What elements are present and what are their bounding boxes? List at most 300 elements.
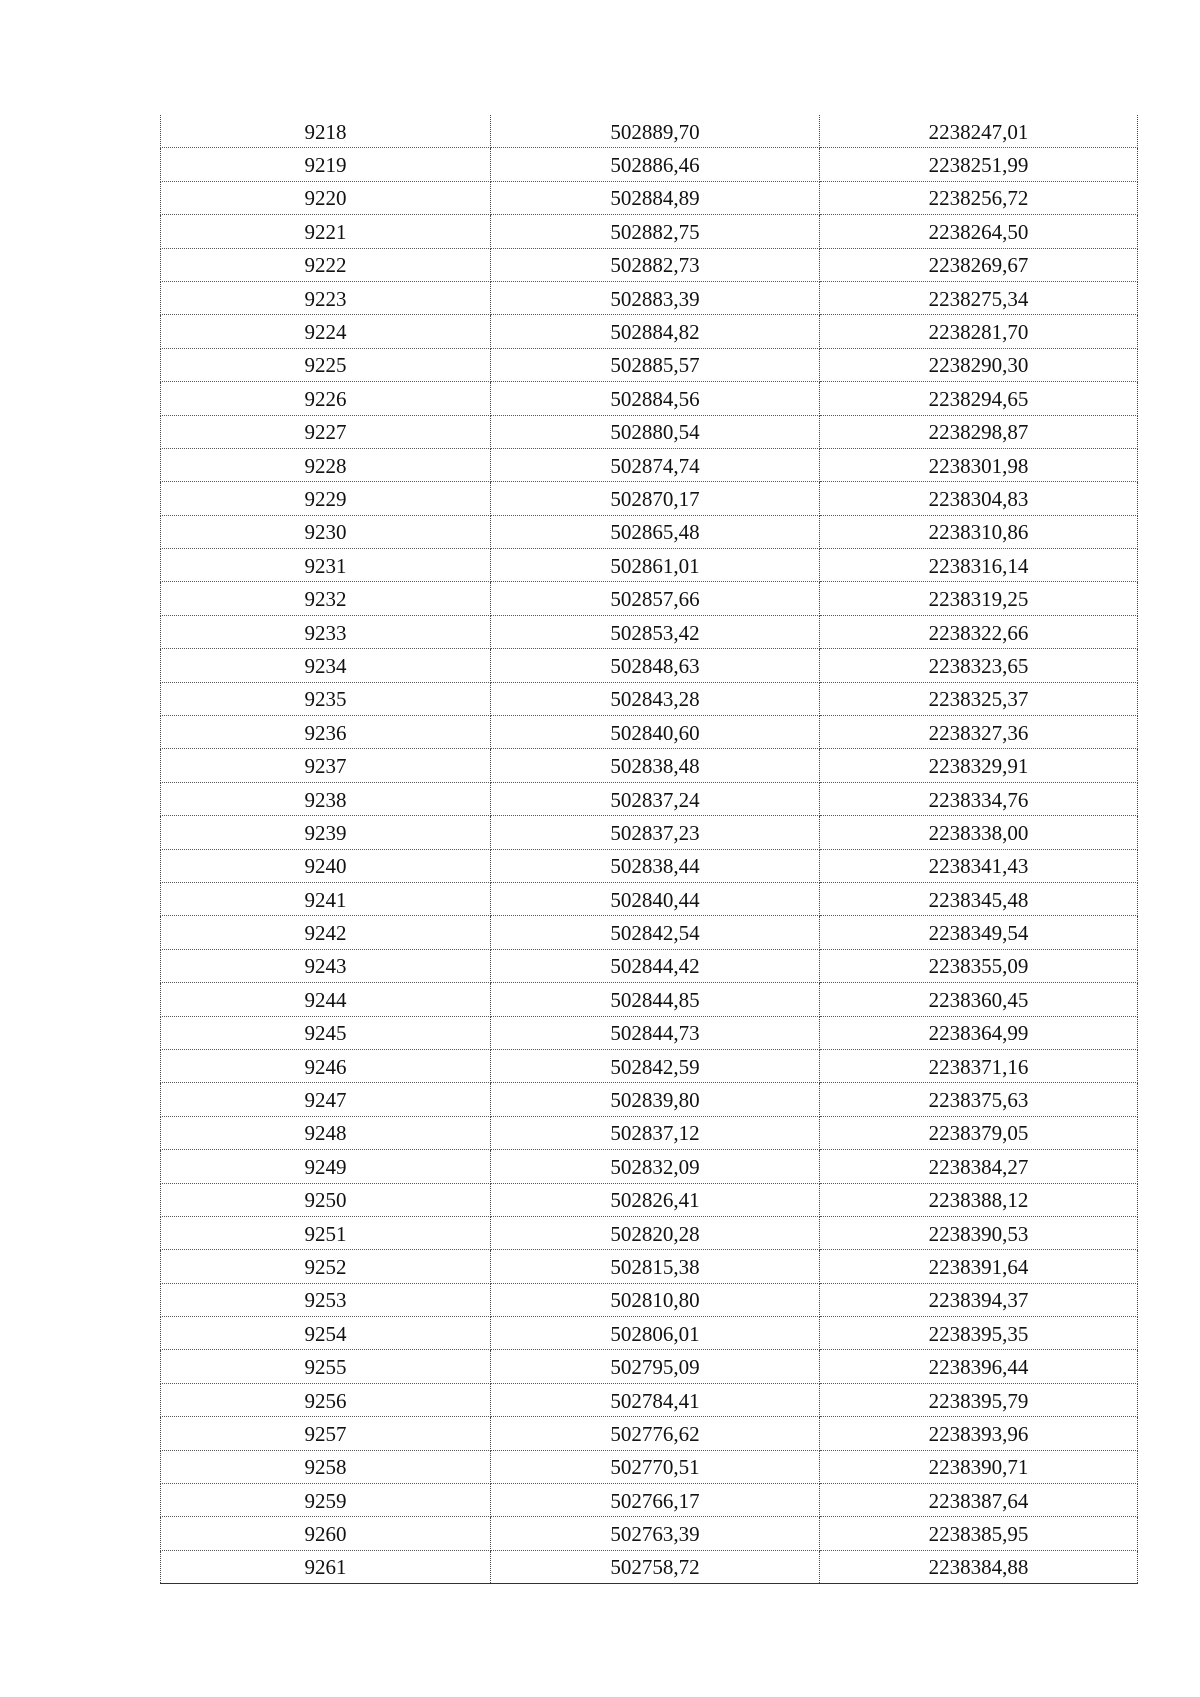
cell-text: 9234 bbox=[304, 653, 347, 678]
point-number-cell bbox=[161, 1517, 491, 1550]
point-number-cell bbox=[161, 1417, 491, 1450]
y-coordinate-cell bbox=[820, 1216, 1138, 1249]
cell-text: 9224 bbox=[304, 320, 347, 345]
cell-text: 9252 bbox=[304, 1254, 347, 1279]
cell-text: 2238395,79 bbox=[928, 1388, 1029, 1413]
point-number-cell bbox=[161, 482, 491, 515]
x-coordinate-cell bbox=[491, 1283, 820, 1316]
cell-text: 9249 bbox=[304, 1154, 347, 1179]
x-coordinate-cell bbox=[491, 849, 820, 882]
cell-text: 9231 bbox=[304, 553, 347, 578]
point-number-cell bbox=[161, 115, 491, 148]
cell-text: 2238319,25 bbox=[928, 587, 1029, 612]
cell-text: 9239 bbox=[304, 820, 347, 845]
cell-text: 2238394,37 bbox=[928, 1288, 1029, 1313]
y-coordinate-cell bbox=[820, 1250, 1138, 1283]
x-coordinate-cell bbox=[491, 1016, 820, 1049]
cell-text: 2238371,16 bbox=[928, 1054, 1029, 1079]
cell-text: 2238390,71 bbox=[928, 1455, 1029, 1480]
cell-text: 502883,39 bbox=[610, 286, 700, 311]
point-number-cell bbox=[161, 348, 491, 381]
cell-text: 2238345,48 bbox=[928, 887, 1029, 912]
cell-text: 9250 bbox=[304, 1188, 347, 1213]
cell-text: 9243 bbox=[304, 954, 347, 979]
cell-text: 502758,72 bbox=[610, 1555, 700, 1580]
point-number-cell bbox=[161, 1383, 491, 1416]
y-coordinate-cell bbox=[820, 615, 1138, 648]
table-row bbox=[161, 1150, 1138, 1183]
cell-text: 9223 bbox=[304, 286, 347, 311]
table-row bbox=[161, 1450, 1138, 1483]
point-number-cell bbox=[161, 649, 491, 682]
y-coordinate-cell bbox=[820, 716, 1138, 749]
x-coordinate-cell bbox=[491, 1250, 820, 1283]
x-coordinate-cell bbox=[491, 816, 820, 849]
coordinate-table-body bbox=[161, 115, 1138, 1584]
x-coordinate-cell bbox=[491, 615, 820, 648]
x-coordinate-cell bbox=[491, 448, 820, 481]
cell-text: 502857,66 bbox=[610, 587, 700, 612]
point-number-cell bbox=[161, 615, 491, 648]
cell-text: 9233 bbox=[304, 620, 347, 645]
x-coordinate-cell bbox=[491, 949, 820, 982]
point-number-cell bbox=[161, 816, 491, 849]
y-coordinate-cell bbox=[820, 1183, 1138, 1216]
coordinate-table bbox=[160, 115, 1138, 1584]
table-row bbox=[161, 949, 1138, 982]
cell-text: 502880,54 bbox=[610, 420, 700, 445]
cell-text: 2238290,30 bbox=[928, 353, 1029, 378]
cell-text: 9255 bbox=[304, 1355, 347, 1380]
cell-text: 2238256,72 bbox=[928, 186, 1029, 211]
cell-text: 9248 bbox=[304, 1121, 347, 1146]
table-row bbox=[161, 849, 1138, 882]
y-coordinate-cell bbox=[820, 482, 1138, 515]
y-coordinate-cell bbox=[820, 348, 1138, 381]
cell-text: 2238390,53 bbox=[928, 1221, 1029, 1246]
point-number-cell bbox=[161, 1016, 491, 1049]
cell-text: 2238364,99 bbox=[928, 1021, 1029, 1046]
x-coordinate-cell bbox=[491, 782, 820, 815]
point-number-cell bbox=[161, 415, 491, 448]
x-coordinate-cell bbox=[491, 1350, 820, 1383]
table-row bbox=[161, 181, 1138, 214]
cell-text: 502885,57 bbox=[610, 353, 700, 378]
cell-text: 502815,38 bbox=[610, 1254, 700, 1279]
table-row bbox=[161, 1250, 1138, 1283]
cell-text: 2238269,67 bbox=[928, 253, 1029, 278]
table-row bbox=[161, 1016, 1138, 1049]
table-row bbox=[161, 682, 1138, 715]
x-coordinate-cell bbox=[491, 415, 820, 448]
cell-text: 2238327,36 bbox=[928, 720, 1029, 745]
point-number-cell bbox=[161, 549, 491, 582]
cell-text: 502784,41 bbox=[610, 1388, 700, 1413]
cell-text: 9227 bbox=[304, 420, 347, 445]
cell-text: 502884,89 bbox=[610, 186, 700, 211]
table-row bbox=[161, 115, 1138, 148]
point-number-cell bbox=[161, 382, 491, 415]
table-row bbox=[161, 348, 1138, 381]
x-coordinate-cell bbox=[491, 248, 820, 281]
x-coordinate-cell bbox=[491, 1216, 820, 1249]
x-coordinate-cell bbox=[491, 1450, 820, 1483]
cell-text: 2238385,95 bbox=[928, 1522, 1029, 1547]
y-coordinate-cell bbox=[820, 181, 1138, 214]
point-number-cell bbox=[161, 1250, 491, 1283]
cell-text: 9230 bbox=[304, 520, 347, 545]
x-coordinate-cell bbox=[491, 348, 820, 381]
x-coordinate-cell bbox=[491, 281, 820, 314]
cell-text: 502837,12 bbox=[610, 1121, 700, 1146]
x-coordinate-cell bbox=[491, 916, 820, 949]
table-row bbox=[161, 916, 1138, 949]
cell-text: 502886,46 bbox=[610, 153, 700, 178]
cell-text: 502884,82 bbox=[610, 320, 700, 345]
cell-text: 2238387,64 bbox=[928, 1488, 1029, 1513]
cell-text: 502861,01 bbox=[610, 553, 700, 578]
table-row bbox=[161, 983, 1138, 1016]
cell-text: 2238322,66 bbox=[928, 620, 1029, 645]
point-number-cell bbox=[161, 882, 491, 915]
cell-text: 9254 bbox=[304, 1321, 347, 1346]
point-number-cell bbox=[161, 1049, 491, 1082]
cell-text: 502840,44 bbox=[610, 887, 700, 912]
cell-text: 9229 bbox=[304, 486, 347, 511]
cell-text: 9235 bbox=[304, 687, 347, 712]
y-coordinate-cell bbox=[820, 1283, 1138, 1316]
y-coordinate-cell bbox=[820, 1317, 1138, 1350]
y-coordinate-cell bbox=[820, 816, 1138, 849]
y-coordinate-cell bbox=[820, 1383, 1138, 1416]
cell-text: 502838,44 bbox=[610, 854, 700, 879]
point-number-cell bbox=[161, 949, 491, 982]
cell-text: 9241 bbox=[304, 887, 347, 912]
table-row bbox=[161, 215, 1138, 248]
cell-text: 9253 bbox=[304, 1288, 347, 1313]
point-number-cell bbox=[161, 1450, 491, 1483]
cell-text: 2238360,45 bbox=[928, 987, 1029, 1012]
y-coordinate-cell bbox=[820, 682, 1138, 715]
x-coordinate-cell bbox=[491, 315, 820, 348]
x-coordinate-cell bbox=[491, 882, 820, 915]
y-coordinate-cell bbox=[820, 215, 1138, 248]
cell-text: 9257 bbox=[304, 1421, 347, 1446]
x-coordinate-cell bbox=[491, 1083, 820, 1116]
cell-text: 9246 bbox=[304, 1054, 347, 1079]
point-number-cell bbox=[161, 1317, 491, 1350]
cell-text: 502884,56 bbox=[610, 386, 700, 411]
point-number-cell bbox=[161, 716, 491, 749]
point-number-cell bbox=[161, 1350, 491, 1383]
table-row bbox=[161, 1550, 1138, 1583]
point-number-cell bbox=[161, 248, 491, 281]
cell-text: 2238323,65 bbox=[928, 653, 1029, 678]
table-row bbox=[161, 448, 1138, 481]
x-coordinate-cell bbox=[491, 1484, 820, 1517]
point-number-cell bbox=[161, 215, 491, 248]
cell-text: 502874,74 bbox=[610, 453, 700, 478]
y-coordinate-cell bbox=[820, 1517, 1138, 1550]
x-coordinate-cell bbox=[491, 382, 820, 415]
table-row bbox=[161, 315, 1138, 348]
cell-text: 9261 bbox=[304, 1555, 347, 1580]
cell-text: 502882,73 bbox=[610, 253, 700, 278]
y-coordinate-cell bbox=[820, 448, 1138, 481]
cell-text: 9240 bbox=[304, 854, 347, 879]
table-row bbox=[161, 1283, 1138, 1316]
table-row bbox=[161, 549, 1138, 582]
y-coordinate-cell bbox=[820, 115, 1138, 148]
cell-text: 9238 bbox=[304, 787, 347, 812]
y-coordinate-cell bbox=[820, 1049, 1138, 1082]
cell-text: 502844,42 bbox=[610, 954, 700, 979]
cell-text: 9251 bbox=[304, 1221, 347, 1246]
y-coordinate-cell bbox=[820, 1116, 1138, 1149]
cell-text: 502795,09 bbox=[610, 1355, 700, 1380]
cell-text: 2238379,05 bbox=[928, 1121, 1029, 1146]
x-coordinate-cell bbox=[491, 1550, 820, 1583]
cell-text: 9244 bbox=[304, 987, 347, 1012]
point-number-cell bbox=[161, 281, 491, 314]
x-coordinate-cell bbox=[491, 515, 820, 548]
y-coordinate-cell bbox=[820, 1150, 1138, 1183]
point-number-cell bbox=[161, 448, 491, 481]
x-coordinate-cell bbox=[491, 181, 820, 214]
table-row bbox=[161, 248, 1138, 281]
table-row bbox=[161, 782, 1138, 815]
table-row bbox=[161, 1183, 1138, 1216]
x-coordinate-cell bbox=[491, 215, 820, 248]
cell-text: 9242 bbox=[304, 921, 347, 946]
x-coordinate-cell bbox=[491, 1183, 820, 1216]
point-number-cell bbox=[161, 1216, 491, 1249]
table-row bbox=[161, 1083, 1138, 1116]
y-coordinate-cell bbox=[820, 983, 1138, 1016]
cell-text: 502806,01 bbox=[610, 1321, 700, 1346]
cell-text: 502763,39 bbox=[610, 1522, 700, 1547]
y-coordinate-cell bbox=[820, 649, 1138, 682]
cell-text: 2238310,86 bbox=[928, 520, 1029, 545]
x-coordinate-cell bbox=[491, 983, 820, 1016]
y-coordinate-cell bbox=[820, 1016, 1138, 1049]
cell-text: 2238264,50 bbox=[928, 219, 1029, 244]
cell-text: 502766,17 bbox=[610, 1488, 700, 1513]
y-coordinate-cell bbox=[820, 515, 1138, 548]
cell-text: 2238395,35 bbox=[928, 1321, 1029, 1346]
cell-text: 2238275,34 bbox=[928, 286, 1029, 311]
x-coordinate-cell bbox=[491, 1116, 820, 1149]
x-coordinate-cell bbox=[491, 649, 820, 682]
y-coordinate-cell bbox=[820, 1450, 1138, 1483]
cell-text: 2238281,70 bbox=[928, 320, 1029, 345]
table-row bbox=[161, 1350, 1138, 1383]
point-number-cell bbox=[161, 1283, 491, 1316]
cell-text: 502776,62 bbox=[610, 1421, 700, 1446]
point-number-cell bbox=[161, 983, 491, 1016]
cell-text: 502844,85 bbox=[610, 987, 700, 1012]
table-row bbox=[161, 1517, 1138, 1550]
y-coordinate-cell bbox=[820, 916, 1138, 949]
cell-text: 502840,60 bbox=[610, 720, 700, 745]
table-row bbox=[161, 1383, 1138, 1416]
cell-text: 502839,80 bbox=[610, 1088, 700, 1113]
point-number-cell bbox=[161, 582, 491, 615]
point-number-cell bbox=[161, 1550, 491, 1583]
table-row bbox=[161, 1417, 1138, 1450]
cell-text: 2238355,09 bbox=[928, 954, 1029, 979]
table-row bbox=[161, 816, 1138, 849]
cell-text: 9228 bbox=[304, 453, 347, 478]
point-number-cell bbox=[161, 1083, 491, 1116]
y-coordinate-cell bbox=[820, 1484, 1138, 1517]
cell-text: 2238384,27 bbox=[928, 1154, 1029, 1179]
y-coordinate-cell bbox=[820, 248, 1138, 281]
table-row bbox=[161, 1216, 1138, 1249]
x-coordinate-cell bbox=[491, 1049, 820, 1082]
point-number-cell bbox=[161, 1484, 491, 1517]
point-number-cell bbox=[161, 1183, 491, 1216]
x-coordinate-cell bbox=[491, 749, 820, 782]
x-coordinate-cell bbox=[491, 682, 820, 715]
y-coordinate-cell bbox=[820, 1550, 1138, 1583]
point-number-cell bbox=[161, 682, 491, 715]
cell-text: 9221 bbox=[304, 219, 347, 244]
cell-text: 9222 bbox=[304, 253, 347, 278]
cell-text: 2238349,54 bbox=[928, 921, 1029, 946]
y-coordinate-cell bbox=[820, 949, 1138, 982]
y-coordinate-cell bbox=[820, 549, 1138, 582]
y-coordinate-cell bbox=[820, 415, 1138, 448]
cell-text: 9258 bbox=[304, 1455, 347, 1480]
cell-text: 502882,75 bbox=[610, 219, 700, 244]
cell-text: 9259 bbox=[304, 1488, 347, 1513]
table-row bbox=[161, 1317, 1138, 1350]
cell-text: 2238316,14 bbox=[928, 553, 1029, 578]
cell-text: 502870,17 bbox=[610, 486, 700, 511]
cell-text: 2238388,12 bbox=[928, 1188, 1029, 1213]
cell-text: 502837,24 bbox=[610, 787, 700, 812]
cell-text: 9236 bbox=[304, 720, 347, 745]
x-coordinate-cell bbox=[491, 1517, 820, 1550]
cell-text: 2238301,98 bbox=[928, 453, 1029, 478]
y-coordinate-cell bbox=[820, 882, 1138, 915]
table-row bbox=[161, 382, 1138, 415]
y-coordinate-cell bbox=[820, 281, 1138, 314]
y-coordinate-cell bbox=[820, 148, 1138, 181]
cell-text: 9226 bbox=[304, 386, 347, 411]
cell-text: 502832,09 bbox=[610, 1154, 700, 1179]
cell-text: 2238251,99 bbox=[928, 153, 1029, 178]
table-row bbox=[161, 615, 1138, 648]
cell-text: 502865,48 bbox=[610, 520, 700, 545]
x-coordinate-cell bbox=[491, 1150, 820, 1183]
table-row bbox=[161, 716, 1138, 749]
point-number-cell bbox=[161, 849, 491, 882]
cell-text: 2238391,64 bbox=[928, 1254, 1029, 1279]
y-coordinate-cell bbox=[820, 1350, 1138, 1383]
cell-text: 2238334,76 bbox=[928, 787, 1029, 812]
table-row bbox=[161, 1049, 1138, 1082]
x-coordinate-cell bbox=[491, 549, 820, 582]
cell-text: 502843,28 bbox=[610, 687, 700, 712]
cell-text: 2238338,00 bbox=[928, 820, 1029, 845]
cell-text: 2238247,01 bbox=[928, 119, 1029, 144]
point-number-cell bbox=[161, 749, 491, 782]
point-number-cell bbox=[161, 148, 491, 181]
cell-text: 2238341,43 bbox=[928, 854, 1029, 879]
y-coordinate-cell bbox=[820, 315, 1138, 348]
cell-text: 502844,73 bbox=[610, 1021, 700, 1046]
cell-text: 502853,42 bbox=[610, 620, 700, 645]
table-row bbox=[161, 1116, 1138, 1149]
cell-text: 502889,70 bbox=[610, 119, 700, 144]
cell-text: 9220 bbox=[304, 186, 347, 211]
point-number-cell bbox=[161, 515, 491, 548]
table-row bbox=[161, 281, 1138, 314]
table-row bbox=[161, 515, 1138, 548]
point-number-cell bbox=[161, 1150, 491, 1183]
cell-text: 502838,48 bbox=[610, 754, 700, 779]
x-coordinate-cell bbox=[491, 582, 820, 615]
point-number-cell bbox=[161, 315, 491, 348]
x-coordinate-cell bbox=[491, 1417, 820, 1450]
y-coordinate-cell bbox=[820, 382, 1138, 415]
cell-text: 2238396,44 bbox=[928, 1355, 1029, 1380]
table-row bbox=[161, 882, 1138, 915]
x-coordinate-cell bbox=[491, 148, 820, 181]
table-row bbox=[161, 415, 1138, 448]
table-row bbox=[161, 1484, 1138, 1517]
cell-text: 2238298,87 bbox=[928, 420, 1029, 445]
cell-text: 2238393,96 bbox=[928, 1421, 1029, 1446]
cell-text: 502842,59 bbox=[610, 1054, 700, 1079]
cell-text: 502837,23 bbox=[610, 820, 700, 845]
cell-text: 2238384,88 bbox=[928, 1555, 1029, 1580]
table-row bbox=[161, 649, 1138, 682]
table-row bbox=[161, 148, 1138, 181]
point-number-cell bbox=[161, 181, 491, 214]
cell-text: 502820,28 bbox=[610, 1221, 700, 1246]
cell-text: 502826,41 bbox=[610, 1188, 700, 1213]
cell-text: 9237 bbox=[304, 754, 347, 779]
cell-text: 502770,51 bbox=[610, 1455, 700, 1480]
x-coordinate-cell bbox=[491, 482, 820, 515]
cell-text: 9218 bbox=[304, 119, 347, 144]
cell-text: 2238325,37 bbox=[928, 687, 1029, 712]
cell-text: 2238304,83 bbox=[928, 486, 1029, 511]
y-coordinate-cell bbox=[820, 849, 1138, 882]
cell-text: 9225 bbox=[304, 353, 347, 378]
cell-text: 2238329,91 bbox=[928, 754, 1029, 779]
y-coordinate-cell bbox=[820, 782, 1138, 815]
table-row bbox=[161, 749, 1138, 782]
point-number-cell bbox=[161, 1116, 491, 1149]
cell-text: 2238294,65 bbox=[928, 386, 1029, 411]
y-coordinate-cell bbox=[820, 582, 1138, 615]
cell-text: 502810,80 bbox=[610, 1288, 700, 1313]
cell-text: 9219 bbox=[304, 153, 347, 178]
cell-text: 9232 bbox=[304, 587, 347, 612]
y-coordinate-cell bbox=[820, 1417, 1138, 1450]
y-coordinate-cell bbox=[820, 749, 1138, 782]
table-row bbox=[161, 482, 1138, 515]
point-number-cell bbox=[161, 782, 491, 815]
cell-text: 502848,63 bbox=[610, 653, 700, 678]
x-coordinate-cell bbox=[491, 115, 820, 148]
x-coordinate-cell bbox=[491, 716, 820, 749]
cell-text: 2238375,63 bbox=[928, 1088, 1029, 1113]
